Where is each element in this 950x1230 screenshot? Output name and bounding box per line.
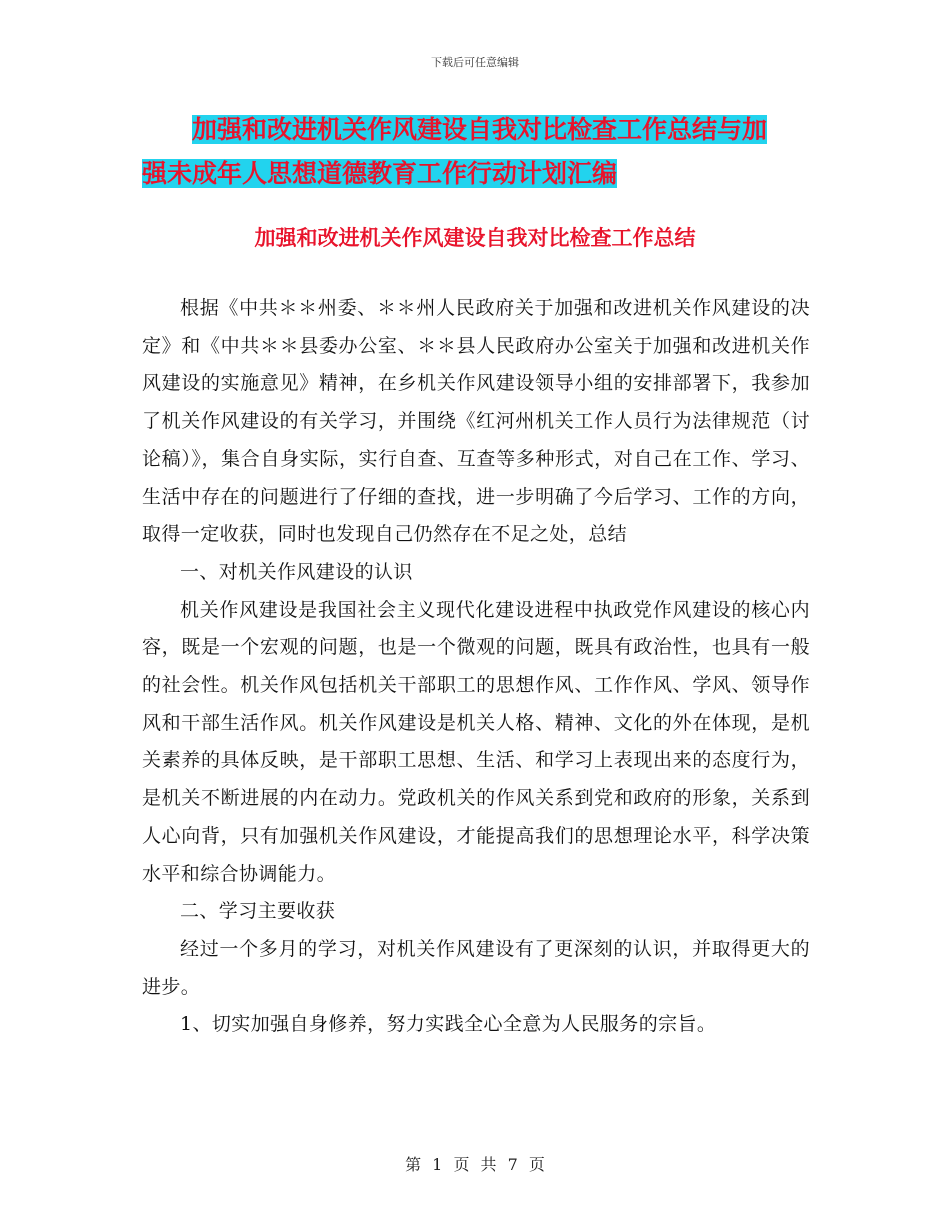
document-title: [142, 108, 810, 196]
paragraph-gains: 经过一个多月的学习，对机关作风建设有了更深刻的认识，并取得更大的进步。: [142, 937, 810, 998]
document-body: [142, 290, 810, 1044]
header-note: 下载后可任意编辑: [431, 56, 519, 69]
page-footer: 第 1 页 共 7 页: [405, 1155, 545, 1174]
document-title-line2: [142, 152, 810, 196]
heading-understanding: 一、对机关作风建设的认识: [180, 560, 413, 583]
section-title: 加强和改进机关作风建设自我对比检查工作总结: [254, 226, 696, 250]
document-title-line1: [142, 108, 810, 152]
heading-gains: 二、学习主要收获: [180, 900, 336, 923]
paragraph-understanding: 机关作风建设是我国社会主义现代化建设进程中执政党作风建设的核心内容，既是一个宏观的问题，也是一个微观的问题，既具有政治性，也具有一般的社会性。机关作风包括机关干部职工的思想作风、工作作风、学风、领导作风和干部生活作风。机关作风建设是机关人格、精神、文化的外在体现，是机关素养的具体反映，是干部职工思想、生活、和学习上表现出来的态度行为，是机关不断进展的内在动力。党政机关的作风关系到党和政府的形象，关系到人心向背，只有加强机关作风建设，才能提高我们的思想理论水平，科学决策水平和综合协调能力。: [142, 598, 810, 885]
paragraph-item-1: 1、切实加强自身修养，努力实践全心全意为人民服务的宗旨。: [180, 1013, 717, 1036]
title-highlight: 加强和改进机关作风建设自我对比检查工作总结与加: [192, 115, 768, 144]
title-highlight: 强未成年人思想道德教育工作行动计划汇编: [142, 159, 618, 188]
paragraph-intro: 根据《中共＊＊州委、＊＊州人民政府关于加强和改进机关作风建设的决定》和《中共＊＊县委办公室、＊＊县人民政府办公室关于加强和改进机关作风建设的实施意见》精神，在乡机关作风建设领导小组的安排部署下，我参加了机关作风建设的有关学习，并围绕《红河州机关工作人员行为法律规范（讨论稿）》，集合自身实际，实行自查、互查等多种形式，对自己在工作、学习、生活中存在的问题进行了仔细的查找，进一步明确了今后学习、工作的方向，取得一定收获，同时也发现自己仍然存在不足之处，总结: [142, 297, 810, 546]
